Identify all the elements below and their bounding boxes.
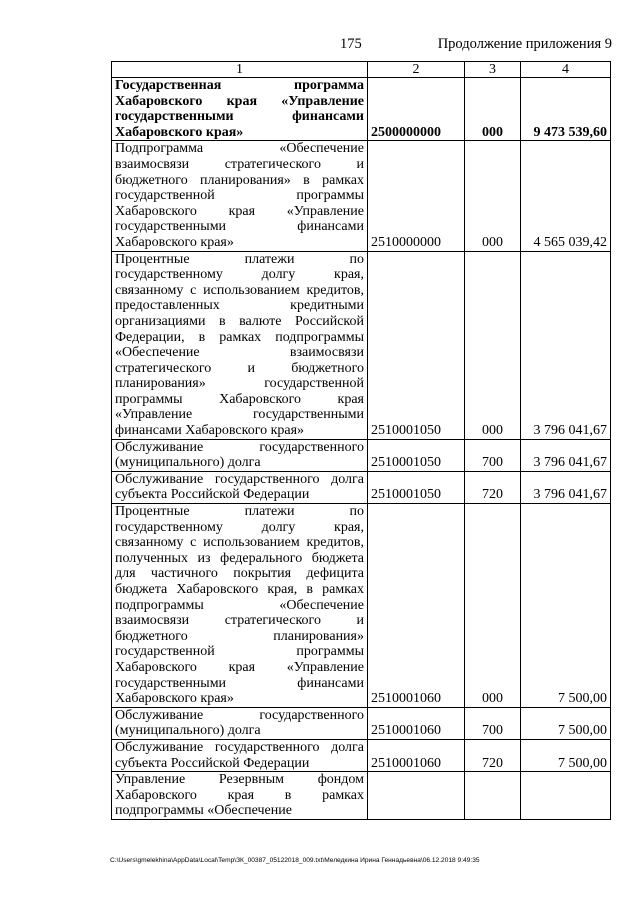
table-row bbox=[112, 772, 611, 820]
row-amount: 7 500,00 bbox=[521, 739, 611, 771]
row-amount bbox=[521, 772, 611, 820]
row-type: 000 bbox=[465, 141, 521, 251]
table-header-row bbox=[112, 62, 611, 78]
row-name: Государственная программа Хабаровского края «Управление государственными финансами Хабаровского края» bbox=[112, 78, 368, 141]
row-type: 720 bbox=[465, 739, 521, 771]
row-name: Подпрограмма «Обеспечение взаимосвязи стратегического и бюджетного планирования» в рамках государственной программы Хабаровского края «Управление государственными финансами Хабаровского края» bbox=[112, 141, 368, 251]
table-row bbox=[112, 739, 611, 771]
row-code: 2510001050 bbox=[368, 439, 465, 471]
budget-table bbox=[111, 61, 611, 820]
row-type: 720 bbox=[465, 471, 521, 503]
row-amount: 3 796 041,67 bbox=[521, 251, 611, 439]
table-row bbox=[112, 707, 611, 739]
table-row bbox=[112, 78, 611, 141]
column-header: 1 bbox=[112, 62, 368, 78]
row-amount: 3 796 041,67 bbox=[521, 439, 611, 471]
table-row bbox=[112, 439, 611, 471]
row-amount: 7 500,00 bbox=[521, 504, 611, 708]
row-amount: 7 500,00 bbox=[521, 707, 611, 739]
column-header: 2 bbox=[368, 62, 465, 78]
row-name: Обслуживание государственного (муниципального) долга bbox=[112, 707, 368, 739]
table-row bbox=[112, 504, 611, 708]
row-name: Управление Резервным фондом Хабаровского края в рамках подпрограммы «Обеспечение bbox=[112, 772, 368, 820]
column-header: 3 bbox=[465, 62, 521, 78]
table-row bbox=[112, 141, 611, 251]
row-code: 2510001050 bbox=[368, 471, 465, 503]
row-code: 2510000000 bbox=[368, 141, 465, 251]
table-row bbox=[112, 251, 611, 439]
row-type: 000 bbox=[465, 78, 521, 141]
row-code: 2510001060 bbox=[368, 707, 465, 739]
row-name: Обслуживание государственного долга субъекта Российской Федерации bbox=[112, 471, 368, 503]
row-type: 000 bbox=[465, 504, 521, 708]
row-name: Процентные платежи по государственному долгу края, связанному с использованием кредитов, предоставленных кредитными организациями в валюте Российской Федерации, в рамках подпрограммы «Обеспечение взаимосвязи стратегического и бюджетного планирования» государственной программы Хабаровского края «Управление государственными финансами Хабаровского края» bbox=[112, 251, 368, 439]
row-name: Обслуживание государственного долга субъекта Российской Федерации bbox=[112, 739, 368, 771]
table-row bbox=[112, 471, 611, 503]
row-code: 2510001060 bbox=[368, 504, 465, 708]
row-type: 700 bbox=[465, 439, 521, 471]
row-type: 700 bbox=[465, 707, 521, 739]
row-code: 2510001050 bbox=[368, 251, 465, 439]
row-amount: 3 796 041,67 bbox=[521, 471, 611, 503]
footer-file-path: C:\Users\gmelekhina\AppData\Local\Temp\ЗК_00387_05122018_009.txt\Меледкина Ирина Геннадьевна\06.12.2018 9:49:35 bbox=[110, 857, 480, 864]
column-header: 4 bbox=[521, 62, 611, 78]
row-type: 000 bbox=[465, 251, 521, 439]
row-code: 2500000000 bbox=[368, 78, 465, 141]
row-amount: 4 565 039,42 bbox=[521, 141, 611, 251]
row-code bbox=[368, 772, 465, 820]
row-amount: 9 473 539,60 bbox=[521, 78, 611, 141]
row-code: 2510001060 bbox=[368, 739, 465, 771]
row-name: Процентные платежи по государственному долгу края, связанному с использованием кредитов, полученных из федерального бюджета для частичного покрытия дефицита бюджета Хабаровского края, в рамках подпрограммы «Обеспечение взаимосвязи стратегического и бюджетного планирования» государственной программы Хабаровского края «Управление государственными финансами Хабаровского края» bbox=[112, 504, 368, 708]
page-number: 175 bbox=[340, 36, 362, 52]
row-name: Обслуживание государственного (муниципального) долга bbox=[112, 439, 368, 471]
row-type bbox=[465, 772, 521, 820]
continuation-label: Продолжение приложения 9 bbox=[437, 36, 612, 52]
